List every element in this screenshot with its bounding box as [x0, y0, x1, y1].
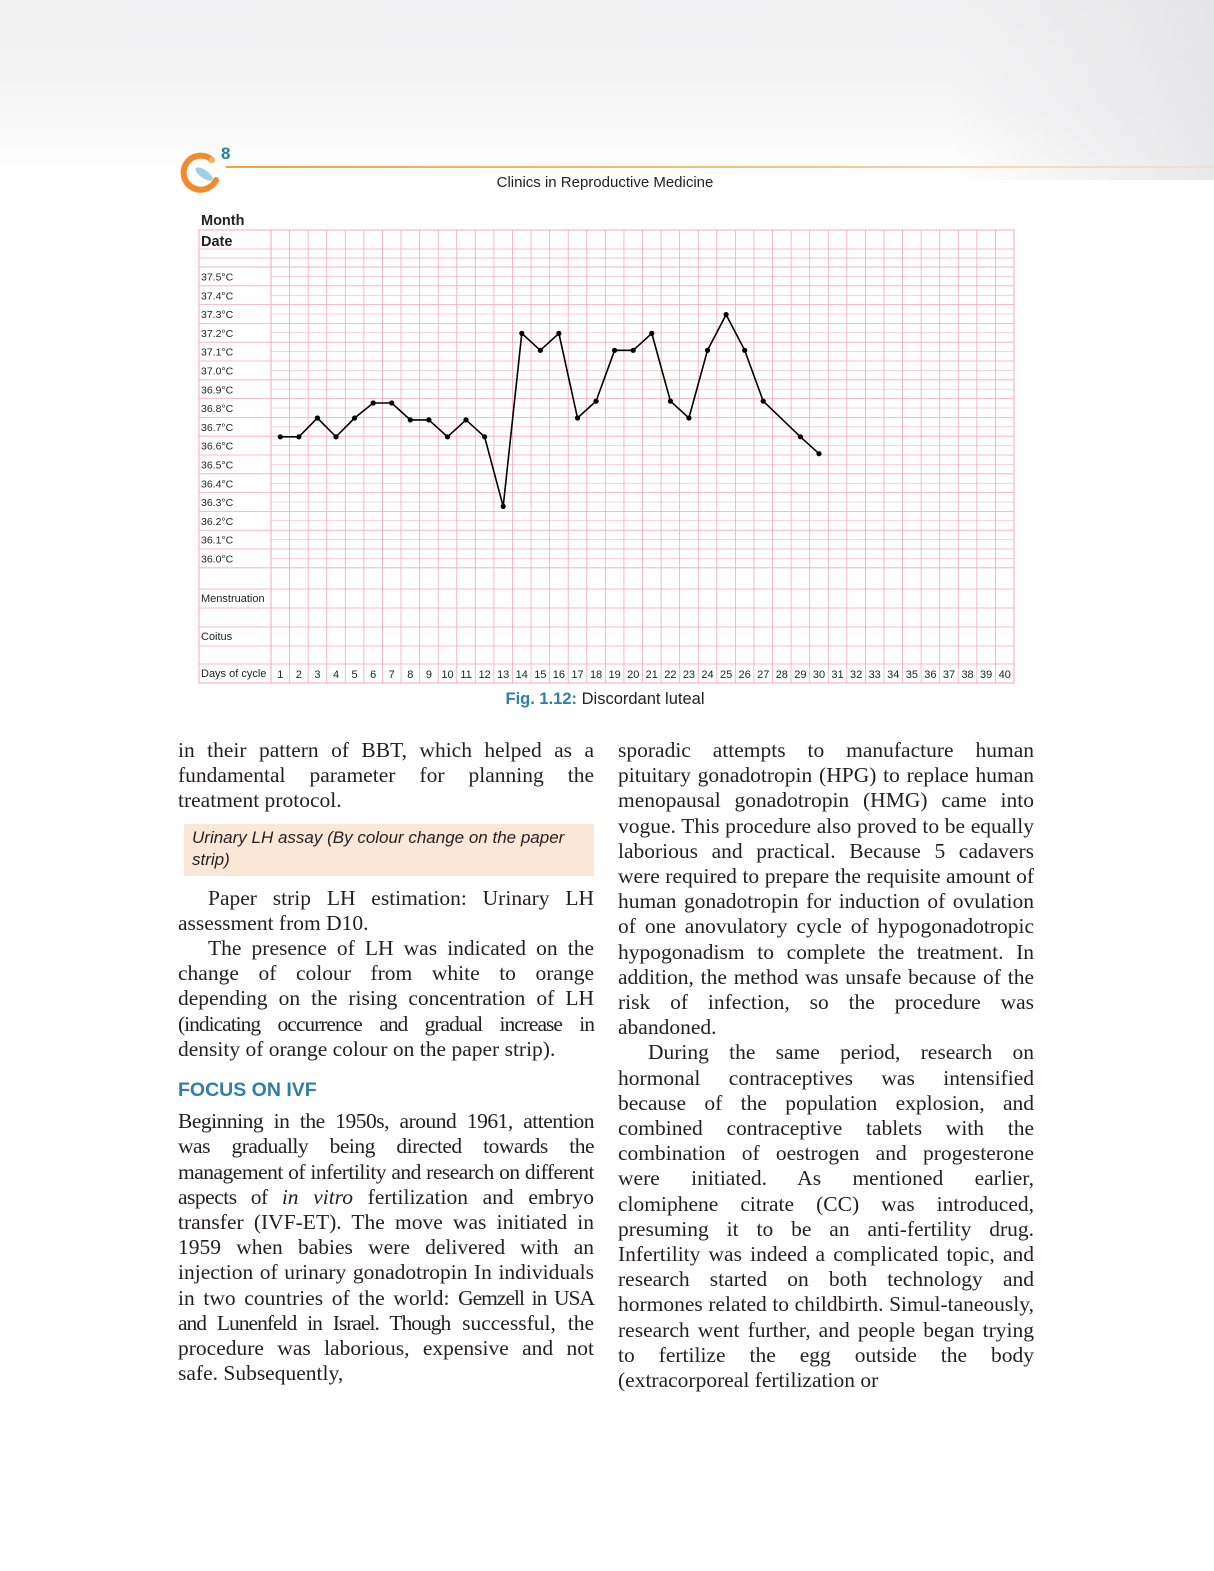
x-tick-label: 30: [812, 669, 826, 681]
data-point: [742, 348, 747, 353]
y-tick-label: 37.3°C: [201, 309, 234, 322]
page-number: 8: [221, 144, 231, 163]
data-point: [724, 312, 729, 317]
x-tick-label: 16: [552, 669, 566, 681]
row-label-date: Date: [201, 234, 233, 250]
data-point: [445, 434, 450, 439]
x-tick-label: 28: [775, 669, 788, 681]
data-point: [463, 417, 468, 422]
y-tick-label: 36.8°C: [201, 403, 234, 416]
figure-caption: [0, 690, 1210, 709]
data-point: [352, 415, 357, 420]
x-tick-label: 11: [460, 669, 472, 681]
x-tick-label: 29: [794, 669, 807, 681]
x-tick-label: 20: [627, 669, 640, 681]
x-tick-label: 34: [887, 669, 900, 681]
x-tick-label: 14: [515, 669, 528, 681]
data-point: [631, 348, 636, 353]
paragraph-text: fertilization and embryo transfer (IVF-ET). The move was initiated in 1959 when babies were delivered with an injection of urinary gonadotropin In individuals in two countries of the world:: [178, 1184, 594, 1310]
data-point: [501, 504, 506, 509]
x-tick-label: 33: [868, 669, 881, 681]
y-tick-label: 36.4°C: [201, 478, 234, 491]
chart-grid: [199, 230, 1014, 683]
x-tick-label: 18: [589, 669, 603, 681]
row-label-coitus: Coitus: [201, 631, 233, 643]
paragraph-text: density of orange colour on the paper strip).: [178, 1036, 556, 1061]
y-tick-label: 36.6°C: [201, 440, 234, 453]
paragraph-text: Gemzell in USA and Lunenfeld in Israel. Though: [178, 1285, 595, 1335]
data-point: [761, 399, 766, 404]
y-tick-label: 36.1°C: [201, 534, 234, 547]
x-tick-label: 7: [388, 669, 395, 681]
data-point: [538, 348, 543, 353]
x-tick-label: 38: [961, 669, 974, 681]
y-tick-label: 36.0°C: [201, 553, 234, 566]
y-tick-label: 36.3°C: [201, 497, 234, 510]
x-tick-label: 10: [441, 669, 454, 681]
paragraph: During the same period, research on hormonal contraceptives was intensified because of the population explosion, and combined contraceptive tablets with the combination of oestrogen and progesterone were initiated. As mentioned earlier, clomiphene citrate (CC) was introduced, presuming it to be an anti-fertility drug. Infertility was indeed a complicated topic, and research started on both technology and hormones related to childbirth. Simul-taneously, research went further, and people began trying to fertilize the egg outside the body (extracorporeal fertilization or: [618, 1040, 1034, 1393]
x-tick-label: 40: [998, 669, 1011, 681]
x-tick-label: 21: [645, 669, 658, 681]
y-tick-label: 37.1°C: [201, 346, 234, 359]
x-tick-label: 31: [831, 669, 844, 681]
italic-text: in vitro: [281, 1184, 354, 1209]
x-tick-label: 15: [534, 669, 547, 681]
x-tick-label: 1: [277, 669, 284, 681]
data-point: [705, 348, 710, 353]
data-point: [389, 400, 394, 405]
x-tick-label: 37: [942, 669, 956, 681]
paragraph: in their pattern of BBT, which helped as a fundamental parameter for planning the treatment protocol.: [178, 738, 594, 813]
x-tick-label: 32: [849, 669, 863, 681]
text-column-left: [178, 738, 594, 1386]
chart-frame: [199, 230, 1014, 683]
figure-caption-text: Discordant luteal: [581, 690, 705, 708]
x-tick-label: 36: [924, 669, 937, 681]
x-tick-label: 8: [407, 669, 414, 681]
paragraph: [178, 1109, 594, 1386]
x-tick-label: 39: [980, 669, 993, 681]
data-point: [798, 434, 803, 439]
data-point: [575, 415, 580, 420]
running-title: Clinics in Reproductive Medicine: [496, 174, 714, 191]
data-point: [333, 434, 338, 439]
x-tick-label: 9: [425, 669, 432, 681]
x-tick-label: 25: [719, 669, 733, 681]
x-tick-label: 5: [351, 669, 358, 681]
highlight-box: Urinary LH assay (By colour change on the paper strip): [184, 824, 594, 876]
data-point: [426, 417, 431, 422]
paragraph-text: (indicating occurrence and gradual increase in: [178, 1011, 594, 1036]
row-label-menstruation: Menstruation: [201, 593, 265, 605]
data-point: [482, 434, 487, 439]
x-tick-label: 26: [738, 669, 751, 681]
paragraph: Paper strip LH estimation: Urinary LH assessment from D10.: [178, 885, 594, 935]
x-tick-label: 4: [332, 669, 340, 681]
data-point: [408, 417, 413, 422]
x-tick-label: 2: [295, 669, 302, 681]
data-point: [296, 434, 301, 439]
data-point: [556, 331, 561, 336]
paragraph-text: The presence of LH was indicated on the change of colour from white to orange depending on the rising concentration of LH: [178, 936, 594, 1011]
bbt-chart: [0, 0, 1214, 690]
y-tick-label: 36.5°C: [201, 459, 234, 472]
section-heading: FOCUS ON IVF: [178, 1079, 317, 1102]
y-tick-label: 37.5°C: [201, 271, 234, 284]
x-tick-label: 35: [905, 669, 918, 681]
data-point: [816, 451, 821, 456]
y-tick-label: 37.0°C: [201, 365, 234, 378]
data-point: [371, 400, 376, 405]
paragraph-text: Beginning in the 1950s, around 1961, attention was gradually being directed towards the management of infertility and research on different aspects of: [178, 1109, 594, 1209]
x-tick-label: 12: [478, 669, 491, 681]
data-point: [649, 331, 654, 336]
data-point: [315, 415, 320, 420]
paragraph: [178, 936, 594, 1062]
y-tick-label: 36.9°C: [201, 384, 234, 397]
figure-label: Fig. 1.12:: [505, 690, 578, 708]
data-point: [668, 399, 673, 404]
x-tick-label: 27: [757, 669, 770, 681]
data-point: [594, 399, 599, 404]
chart-row-labels: [201, 213, 1011, 681]
x-tick-label: 24: [701, 669, 714, 681]
x-tick-label: 23: [682, 669, 696, 681]
row-label-month: Month: [201, 213, 245, 229]
data-point: [686, 415, 691, 420]
y-tick-label: 36.2°C: [201, 515, 234, 528]
data-point: [278, 434, 283, 439]
x-tick-label: 6: [370, 669, 377, 681]
x-tick-label: 17: [571, 669, 584, 681]
text-column-right: [618, 738, 1034, 1393]
row-label-days: Days of cycle: [201, 668, 267, 680]
y-tick-label: 37.2°C: [201, 327, 234, 340]
x-tick-label: 22: [664, 669, 677, 681]
x-tick-label: 13: [497, 669, 510, 681]
y-tick-label: 36.7°C: [201, 421, 234, 434]
paragraph: sporadic attempts to manufacture human pituitary gonadotropin (HPG) to replace human menopausal gonadotropin (HMG) came into vogue. This procedure also proved to be equally laborious and practical. Because 5 cadavers were required to prepare the requisite amount of human gonadotropin for induction of ovulation of one anovulatory cycle of hypogonadotropic hypogonadism to complete the treatment. In addition, the method was unsafe because of the risk of infection, so the procedure was abandoned.: [618, 738, 1034, 1040]
data-point: [612, 348, 617, 353]
y-tick-label: 37.4°C: [201, 290, 234, 303]
paragraph-text: successful, the procedure was laborious, expensive and not safe. Subsequently,: [178, 1310, 594, 1386]
data-point: [519, 331, 524, 336]
x-tick-label: 3: [314, 669, 321, 681]
x-tick-label: 19: [608, 669, 621, 681]
